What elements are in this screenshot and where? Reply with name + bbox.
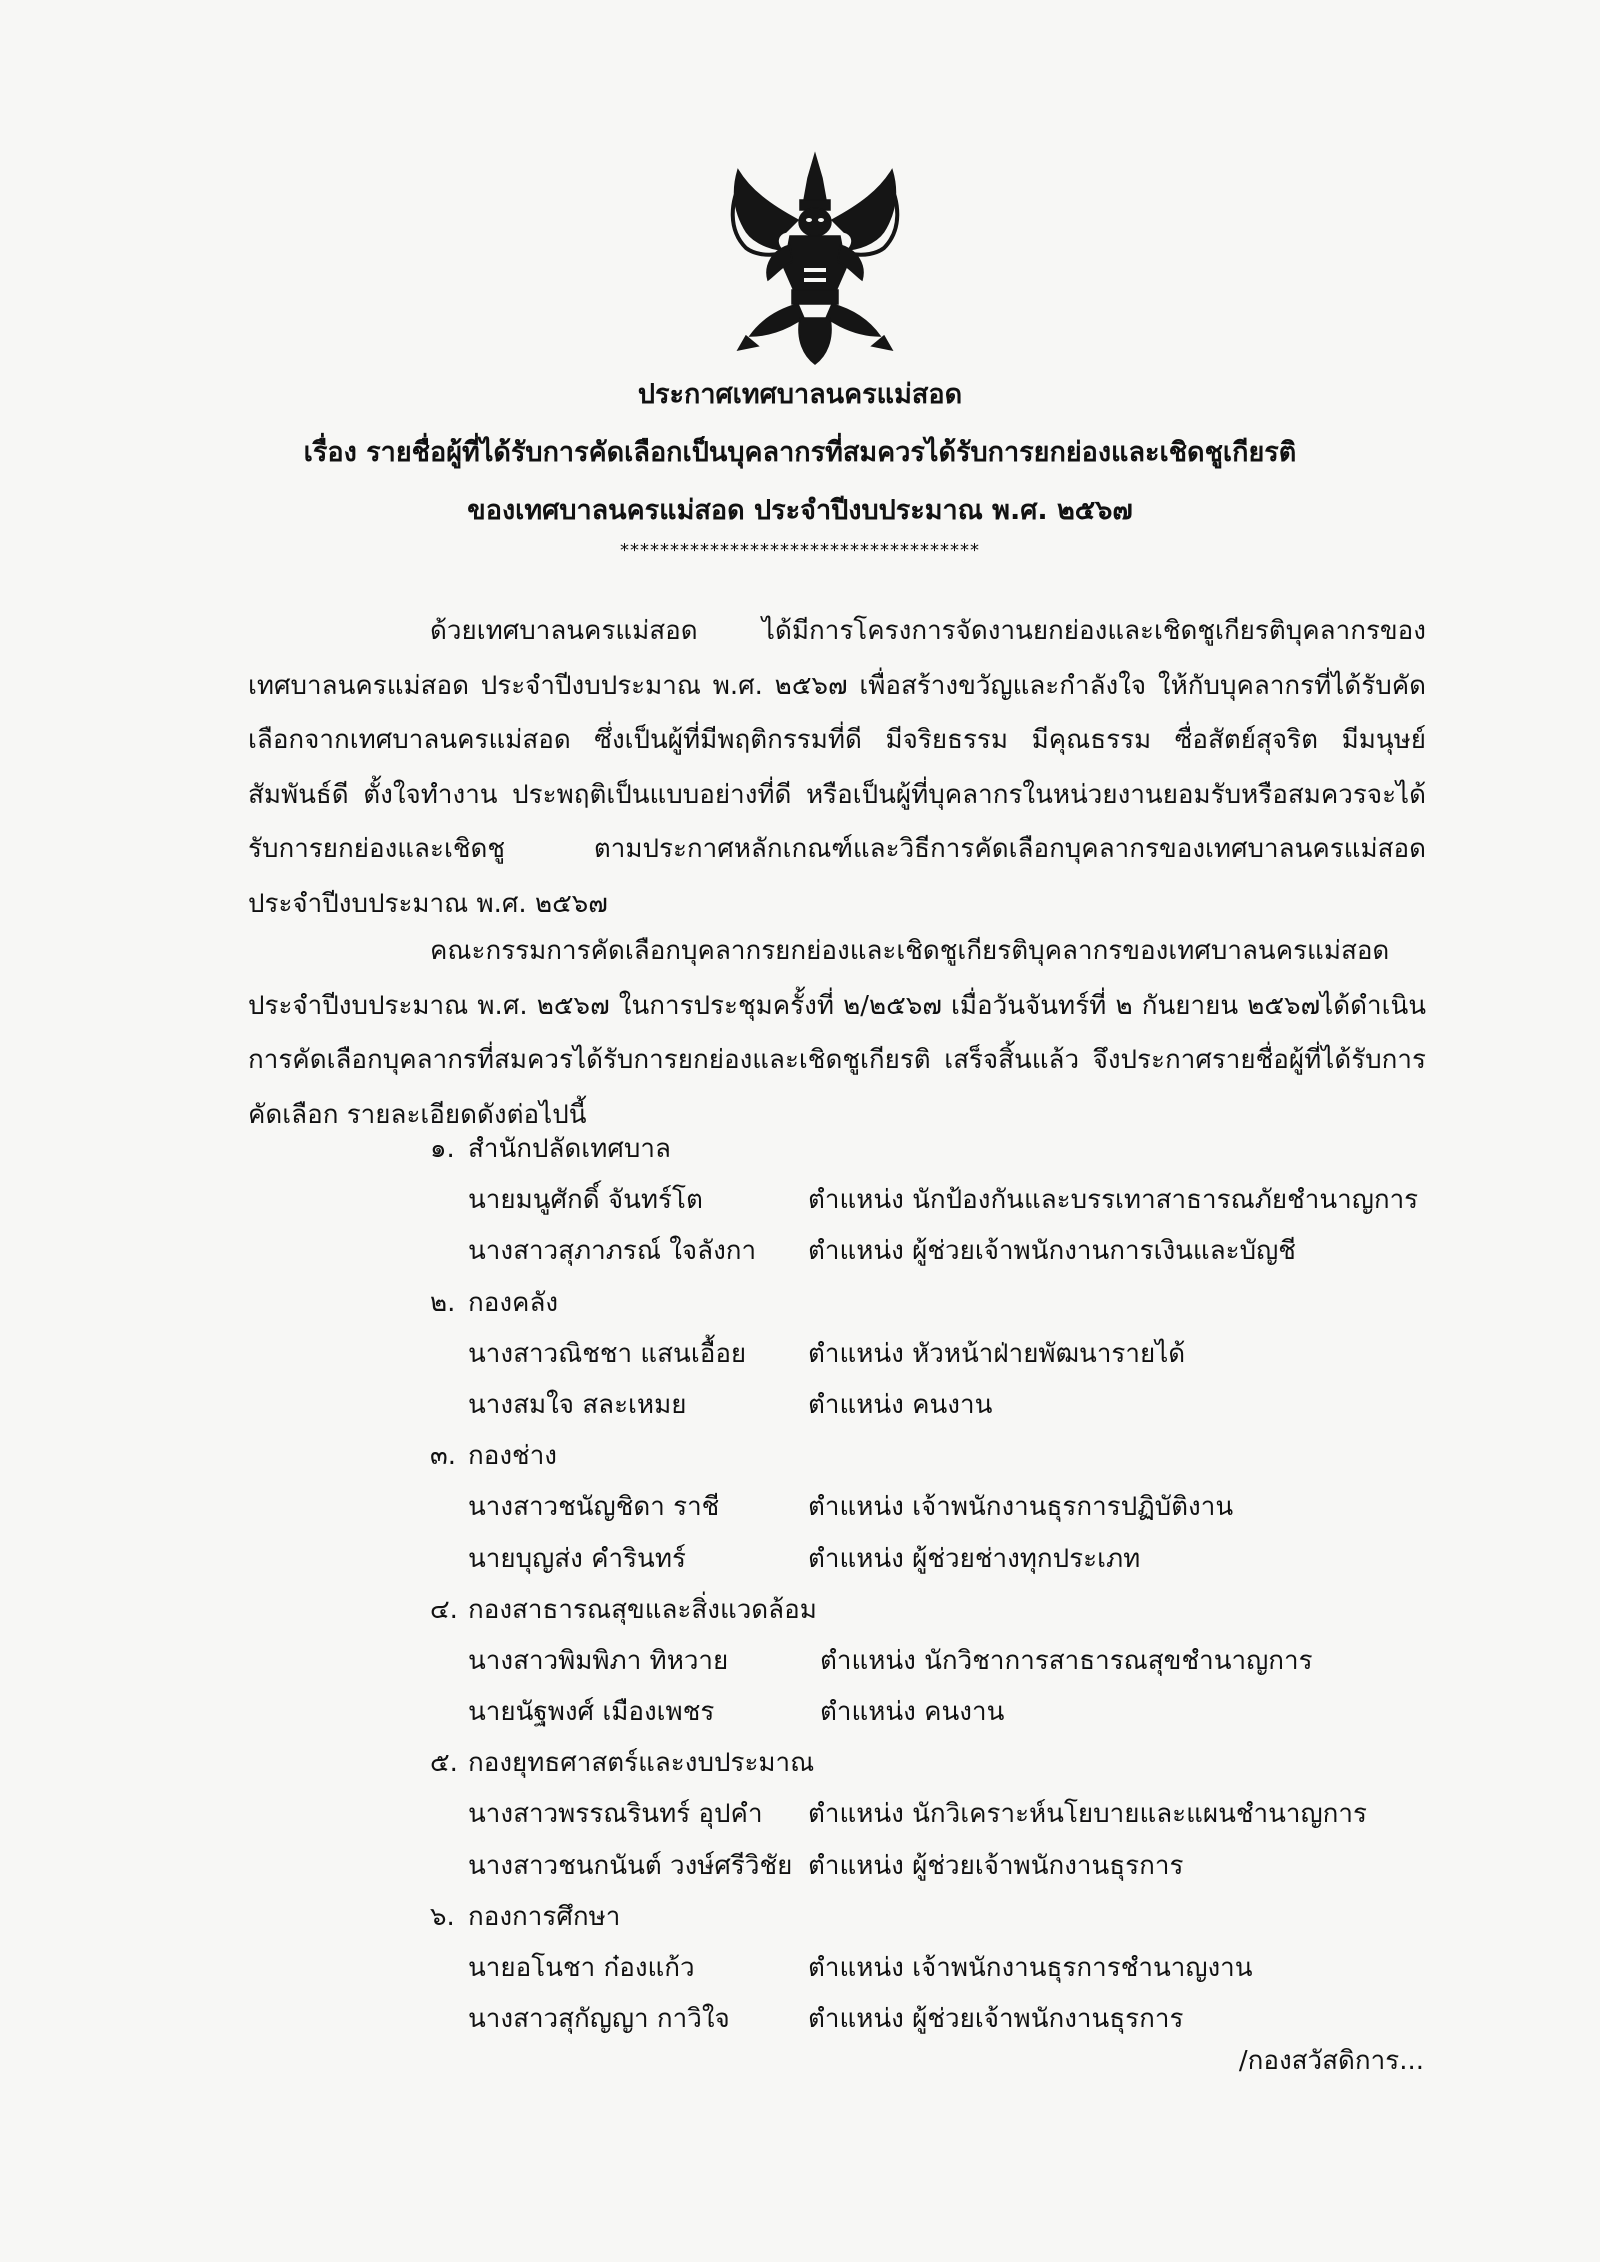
person-position: ตำแหน่ง ผู้ช่วยเจ้าพนักงานธุรการ — [808, 1850, 1184, 1881]
section-heading — [430, 1278, 1430, 1329]
person-name: นางสมใจ สละเหมย — [468, 1389, 687, 1420]
list-item — [430, 1636, 1430, 1687]
list-item — [430, 1841, 1430, 1892]
list-item — [430, 1380, 1430, 1431]
section-name: กองสาธารณสุขและสิ่งแวดล้อม — [468, 1594, 817, 1625]
section-name: สำนักปลัดเทศบาล — [468, 1134, 671, 1164]
person-position: ตำแหน่ง คนงาน — [808, 1389, 993, 1420]
section-heading — [430, 1431, 1430, 1482]
list-item — [430, 1329, 1430, 1380]
garuda-emblem-icon — [720, 150, 910, 370]
person-name: นางสาวพิมพิภา ทิหวาย — [468, 1645, 729, 1676]
person-position: ตำแหน่ง คนงาน — [820, 1697, 1005, 1728]
paragraph-1: ด้วยเทศบาลนครแม่สอด ได้มีการโครงการจัดงานยกย่องและเชิดชูเกียรติบุคลากรของเทศบาลนครแม่สอด ประจำปีงบประมาณ พ.ศ. ๒๕๖๗ เพื่อสร้างขวัญและกำลังใจ ให้กับบุคลากรที่ได้รับคัดเลือกจากเทศบาลนครแม่สอด ซึ่งเป็นผู้ที่มีพฤติกรรมที่ดี มีจริยธรรม มีคุณธรรม ซื่อสัตย์สุจริต มีมนุษย์สัมพันธ์ดี ตั้งใจทำงาน ประพฤติเป็นแบบอย่างที่ดี หรือเป็นผู้ที่บุคลากรในหน่วยงานยอมรับหรือสมควรจะได้รับการยกย่องและเชิดชู ตามประกาศหลักเกณฑ์และวิธีการคัดเลือกบุคลากรของเทศบาลนครแม่สอด ประจำปีงบประมาณ พ.ศ. ๒๕๖๗ — [248, 616, 1426, 919]
person-name: นายนัฐพงศ์ เมืองเพชร — [468, 1697, 715, 1728]
list-item — [430, 1994, 1430, 2045]
section-number: ๖. — [430, 1901, 455, 1932]
person-position: ตำแหน่ง เจ้าพนักงานธุรการชำนาญงาน — [808, 1953, 1253, 1983]
list-item — [430, 1789, 1430, 1840]
continuation-marker: /กองสวัสดิการ... — [1238, 2046, 1424, 2076]
person-name: นางสาวสุกัญญา กาวิใจ — [468, 2004, 730, 2035]
list-item — [430, 1534, 1430, 1585]
person-position: ตำแหน่ง นักป้องกันและบรรเทาสาธารณภัยชำนาญการ — [808, 1185, 1419, 1216]
person-position: ตำแหน่ง เจ้าพนักงานธุรการปฏิบัติงาน — [808, 1492, 1234, 1523]
announcement-title: ประกาศเทศบาลนครแม่สอด — [637, 379, 963, 410]
person-position: ตำแหน่ง ผู้ช่วยเจ้าพนักงานธุรการ — [808, 2004, 1184, 2035]
person-name: นายบุญส่ง คำรินทร์ — [468, 1543, 686, 1574]
section-name: กองการศึกษา — [468, 1901, 621, 1932]
subject-line-2: ของเทศบาลนครแม่สอด ประจำปีงบประมาณ พ.ศ. ๒๕๖๗ — [467, 495, 1133, 526]
person-position: ตำแหน่ง ผู้ช่วยช่างทุกประเภท — [808, 1543, 1141, 1574]
list-item — [430, 1175, 1430, 1226]
list-item — [430, 1226, 1430, 1277]
person-position: ตำแหน่ง ผู้ช่วยเจ้าพนักงานการเงินและบัญชี — [808, 1236, 1296, 1267]
section-number: ๑. — [430, 1134, 455, 1164]
section-name: กองช่าง — [468, 1441, 557, 1472]
person-name: นายมนูศักดิ์ จันทร์โต — [468, 1185, 703, 1216]
section-name: กองคลัง — [468, 1287, 559, 1318]
person-name: นางสาวณิชชา แสนเอื้อย — [468, 1338, 747, 1369]
section-name: กองยุทธศาสตร์และงบประมาณ — [468, 1748, 815, 1779]
section-heading — [430, 1892, 1430, 1943]
section-number: ๕. — [430, 1748, 458, 1779]
list-item — [430, 1687, 1430, 1738]
award-list — [430, 1124, 1430, 2045]
section-heading — [430, 1585, 1430, 1636]
list-item — [430, 1943, 1430, 1994]
section-heading — [430, 1124, 1430, 1175]
person-position: ตำแหน่ง หัวหน้าฝ่ายพัฒนารายได้ — [808, 1338, 1186, 1369]
section-number: ๔. — [430, 1594, 458, 1625]
section-number: ๒. — [430, 1287, 456, 1318]
person-name: นายอโนชา ก๋องแก้ว — [468, 1953, 695, 1983]
separator: ************************************ — [620, 540, 980, 561]
person-name: นางสาวชนัญชิดา ราชี — [468, 1492, 720, 1523]
list-item — [430, 1482, 1430, 1533]
person-name: นางสาวสุภาภรณ์ ใจลังกา — [468, 1236, 757, 1267]
subject-line: เรื่อง รายชื่อผู้ที่ได้รับการคัดเลือกเป็นบุคลากรที่สมควรได้รับการยกย่องและเชิดชูเกียรติ — [303, 437, 1297, 468]
person-position: ตำแหน่ง นักวิเคราะห์นโยบายและแผนชำนาญการ — [808, 1799, 1367, 1830]
person-position: ตำแหน่ง นักวิชาการสาธารณสุขชำนาญการ — [820, 1645, 1313, 1676]
person-name: นางสาวพรรณรินทร์ อุปคำ — [468, 1799, 763, 1830]
paragraph-2: คณะกรรมการคัดเลือกบุคลากรยกย่องและเชิดชูเกียรติบุคลากรของเทศบาลนครแม่สอดประจำปีงบประมาณ พ.ศ. ๒๕๖๗ ในการประชุมครั้งที่ ๒/๒๕๖๗ เมื่อวันจันทร์ที่ ๒ กันยายน ๒๕๖๗ได้ดำเนินการคัดเลือกบุคลากรที่สมควรได้รับการยกย่องและเชิดชูเกียรติ เสร็จสิ้นแล้ว จึงประกาศรายชื่อผู้ที่ได้รับการคัดเลือก รายละเอียดดังต่อไปนี้ — [248, 936, 1426, 1130]
section-heading — [430, 1738, 1430, 1789]
section-number: ๓. — [430, 1441, 457, 1472]
person-name: นางสาวชนกนันต์ วงษ์ศรีวิชัย — [468, 1850, 793, 1881]
